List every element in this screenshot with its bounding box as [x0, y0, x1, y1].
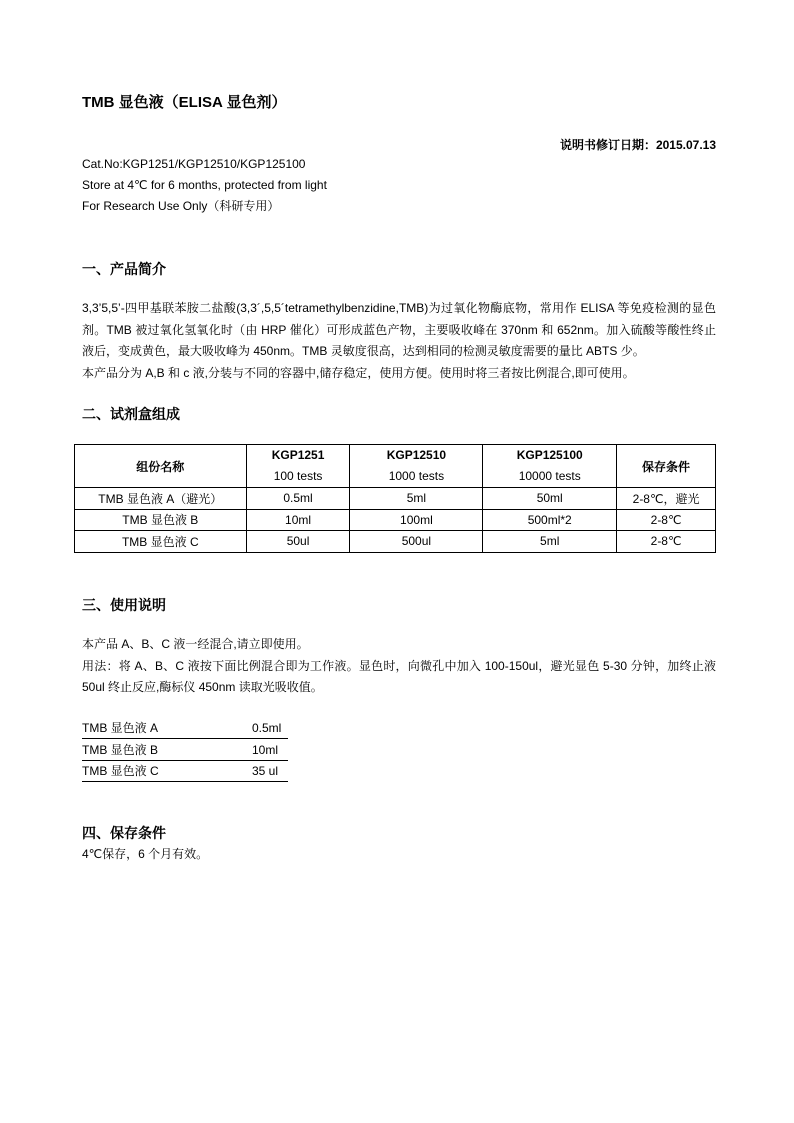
mix-component: TMB 显色液 C [82, 764, 159, 778]
storage-text: 4℃保存，6 个月有效。 [82, 847, 209, 861]
cell-value: 5ml [350, 488, 483, 510]
section-heading-usage: 三、使用说明 [82, 597, 166, 613]
mix-component: TMB 显色液 A [82, 721, 159, 735]
kit-components-table [74, 444, 716, 553]
mix-amount: 10ml [252, 742, 279, 757]
catalog-number: Cat.No:KGP1251/KGP12510/KGP125100 [82, 157, 306, 171]
component-name: TMB 显色液 A（避光） [75, 488, 247, 510]
product-tests: 1000 tests [388, 469, 445, 483]
header-product-1 [246, 445, 350, 488]
table-row [75, 509, 716, 531]
product-tests: 100 tests [273, 469, 323, 483]
table-header-row [75, 445, 716, 488]
section-heading-storage: 四、保存条件 [82, 825, 166, 841]
mix-amount: 0.5ml [252, 721, 282, 735]
mix-amount: 35 ul [252, 764, 279, 778]
header-component: 组份名称 [75, 445, 247, 488]
cell-value: 500ul [350, 531, 483, 553]
cell-value: 100ml [350, 509, 483, 531]
cell-storage: 2-8℃ [617, 531, 716, 553]
header-product-3 [483, 445, 617, 488]
cell-value: 10ml [246, 509, 350, 531]
usage-line-1: 本产品 A、B、C 液一经混合,请立即使用。 [82, 637, 309, 651]
revision-date: 说明书修订日期：2015.07.13 [559, 138, 716, 152]
header-storage: 保存条件 [617, 445, 716, 488]
table-row [75, 531, 716, 553]
list-item [82, 761, 288, 782]
mix-ratio-list [82, 718, 288, 783]
cell-storage: 2-8℃，避光 [617, 488, 716, 510]
document-title: TMB 显色液（ELISA 显色剂） [82, 94, 287, 111]
usage-text [82, 634, 716, 699]
cell-storage: 2-8℃ [617, 509, 716, 531]
cell-value: 0.5ml [246, 488, 350, 510]
table-row [75, 488, 716, 510]
research-use-note: For Research Use Only（科研专用） [82, 199, 280, 213]
intro-paragraph-1: 3,3’5,5’-四甲基联苯胺二盐酸(3,3´,5,5´tetramethylbenzidine,TMB)为过氧化物酶底物，常用作 ELISA 等免疫检测的显色剂。TMB 被过氧化氢氧化时（由 HRP 催化）可形成蓝色产物，主要吸收峰在 370nm 和 652nm。加入硫酸等酸性终止液后，变成黄色，最大吸收峰为 450nm。TMB 灵敏度很高，达到相同的检测灵敏度需要的量比 ABTS 少。 [82, 301, 716, 358]
section-heading-intro: 一、产品简介 [82, 261, 166, 277]
header-product-2 [350, 445, 483, 488]
component-name: TMB 显色液 B [75, 509, 247, 531]
intro-text [82, 298, 716, 384]
product-code: KGP12510 [386, 448, 447, 462]
component-name: TMB 显色液 C [75, 531, 247, 553]
product-code: KGP125100 [516, 448, 583, 462]
cell-value: 500ml*2 [483, 509, 617, 531]
section-heading-kit: 二、试剂盒组成 [82, 406, 180, 422]
cell-value: 50ul [246, 531, 350, 553]
list-item [82, 718, 288, 739]
product-tests: 10000 tests [518, 469, 581, 483]
usage-line-2: 用法：将 A、B、C 液按下面比例混合即为工作液。显色时，向微孔中加入 100-150ul，避光显色 5-30 分钟，加终止液 50ul 终止反应,酶标仪 450nm 读取光吸收值。 [82, 658, 716, 694]
list-item [82, 740, 288, 761]
product-code: KGP1251 [271, 448, 325, 462]
intro-paragraph-2: 本产品分为 A,B 和 c 液,分装与不同的容器中,储存稳定，使用方便。使用时将三者按比例混合,即可使用。 [82, 365, 635, 380]
storage-note: Store at 4℃ for 6 months, protected from light [82, 178, 327, 192]
mix-component: TMB 显色液 B [82, 742, 159, 757]
cell-value: 5ml [483, 531, 617, 553]
cell-value: 50ml [483, 488, 617, 510]
product-meta [82, 154, 327, 217]
